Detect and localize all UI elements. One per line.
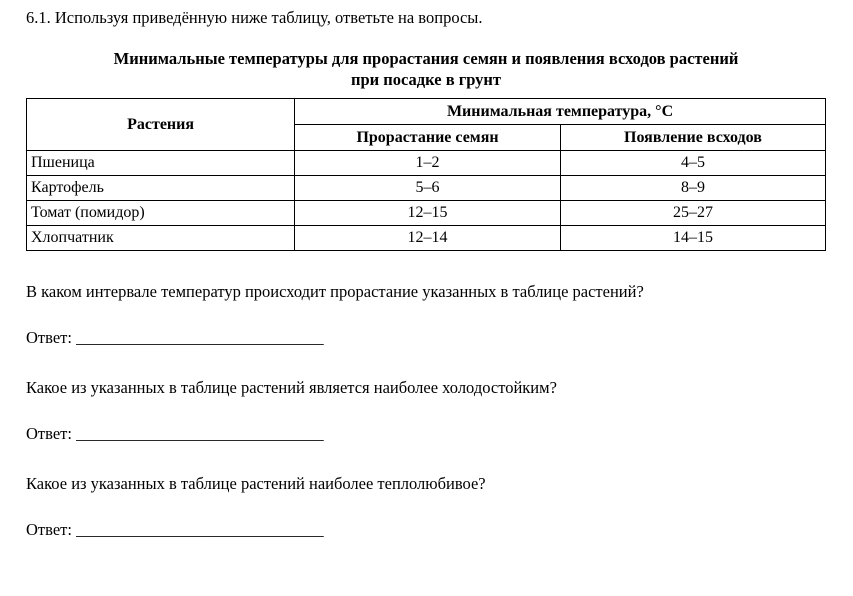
cell-sprouting: 8–9: [560, 176, 825, 201]
question-block-3: [26, 474, 826, 540]
question-block-1: [26, 282, 826, 348]
cell-germination: 1–2: [295, 151, 561, 176]
table-head: [27, 99, 826, 151]
header-temperature-group: Минимальная температура, °C: [295, 99, 826, 125]
table-row: [27, 226, 826, 251]
cell-plant-name: Пшеница: [27, 151, 295, 176]
cell-sprouting: 4–5: [560, 151, 825, 176]
table-header-row-1: [27, 99, 826, 125]
answer-field[interactable]: Ответ: ______________________________: [26, 424, 324, 443]
task-instruction: 6.1. Используя приведённую ниже таблицу, ответьте на вопросы.: [26, 8, 483, 27]
cell-germination: 12–14: [295, 226, 561, 251]
question-block-2: [26, 378, 826, 444]
header-sprout-emergence: Появление всходов: [560, 125, 825, 151]
answer-field[interactable]: Ответ: ______________________________: [26, 328, 324, 347]
header-plants: Растения: [27, 99, 295, 151]
table-title-line-1: Минимальные температуры для прорастания семян и появления всходов растений: [113, 49, 739, 68]
question-text: Какое из указанных в таблице растений наиболее теплолюбивое?: [26, 474, 486, 493]
questions-section: [26, 282, 826, 540]
table-body: [27, 151, 826, 251]
cell-germination: 12–15: [295, 201, 561, 226]
cell-sprouting: 25–27: [560, 201, 825, 226]
table-title: [26, 48, 826, 90]
header-seed-germination: Прорастание семян: [295, 125, 561, 151]
answer-field[interactable]: Ответ: ______________________________: [26, 520, 324, 539]
table-row: [27, 201, 826, 226]
question-text: Какое из указанных в таблице растений является наиболее холодостойким?: [26, 378, 557, 397]
question-text: В каком интервале температур происходит прорастание указанных в таблице растений?: [26, 282, 644, 301]
cell-plant-name: Томат (помидор): [27, 201, 295, 226]
cell-sprouting: 14–15: [560, 226, 825, 251]
cell-plant-name: Хлопчатник: [27, 226, 295, 251]
temperatures-table: [26, 98, 826, 251]
table-row: [27, 151, 826, 176]
cell-plant-name: Картофель: [27, 176, 295, 201]
table-row: [27, 176, 826, 201]
cell-germination: 5–6: [295, 176, 561, 201]
table-title-line-2: при посадке в грунт: [350, 70, 502, 89]
